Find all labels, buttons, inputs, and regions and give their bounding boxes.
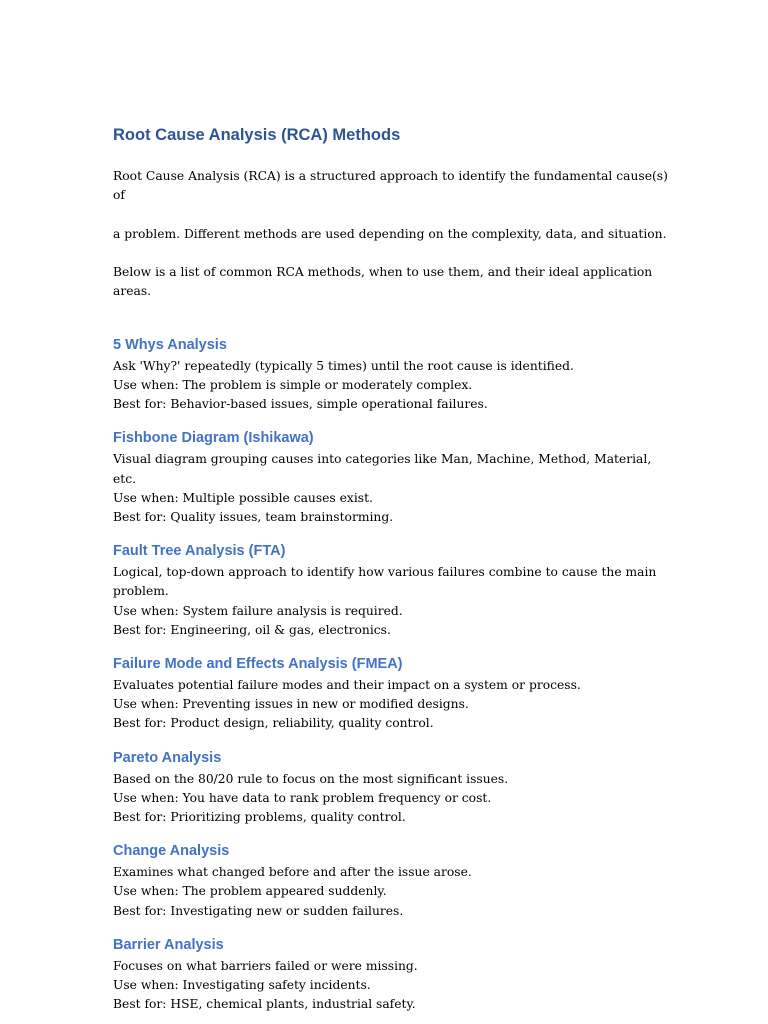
section-line: Use when: The problem is simple or moderately complex. (113, 378, 473, 393)
section-body (113, 957, 673, 1015)
section-line: Ask 'Why?' repeatedly (typically 5 times) until the root cause is identified. (113, 358, 574, 373)
section-body (113, 450, 673, 527)
section-fmea (113, 654, 673, 734)
section-line: Use when: Investigating safety incidents. (113, 978, 371, 993)
section-change-analysis (113, 841, 673, 921)
section-barrier-analysis (113, 935, 673, 1015)
section-line: Best for: Prioritizing problems, quality control. (113, 810, 406, 825)
section-heading: Fishbone Diagram (Ishikawa) (113, 430, 314, 447)
document-title: Root Cause Analysis (RCA) Methods (113, 126, 401, 144)
section-line: Best for: Quality issues, team brainstorming. (113, 510, 394, 525)
document-content (113, 124, 673, 1015)
intro-line: Root Cause Analysis (RCA) is a structured approach to identify the fundamental cause(s) of (113, 169, 668, 203)
section-fault-tree (113, 541, 673, 640)
section-line: Use when: Preventing issues in new or modified designs. (113, 697, 469, 712)
section-body (113, 676, 673, 734)
section-line: Use when: The problem appeared suddenly. (113, 884, 387, 899)
section-line: Use when: Multiple possible causes exist. (113, 490, 373, 505)
intro-line: a problem. Different methods are used depending on the complexity, data, and situation. (113, 226, 667, 241)
section-line: Best for: Investigating new or sudden failures. (113, 903, 404, 918)
section-line: problem. (113, 584, 169, 599)
section-heading: Failure Mode and Effects Analysis (FMEA) (113, 656, 403, 673)
section-line: Best for: Engineering, oil & gas, electronics. (113, 622, 391, 637)
section-line: Logical, top-down approach to identify how various failures combine to cause the main (113, 565, 657, 580)
section-line: Examines what changed before and after the issue arose. (113, 865, 472, 880)
section-pareto (113, 748, 673, 828)
section-line: Use when: System failure analysis is required. (113, 603, 403, 618)
section-line: Best for: HSE, chemical plants, industrial safety. (113, 997, 416, 1012)
intro-paragraph (113, 148, 673, 321)
section-heading: Change Analysis (113, 843, 230, 860)
section-line: Based on the 80/20 rule to focus on the most significant issues. (113, 771, 509, 786)
section-body (113, 770, 673, 828)
section-line: Focuses on what barriers failed or were missing. (113, 958, 418, 973)
section-body (113, 563, 673, 640)
section-heading: Barrier Analysis (113, 936, 224, 953)
section-line: Best for: Behavior-based issues, simple operational failures. (113, 397, 488, 412)
section-heading: 5 Whys Analysis (113, 336, 227, 353)
section-line: Evaluates potential failure modes and their impact on a system or process. (113, 678, 581, 693)
intro-line: Below is a list of common RCA methods, when to use them, and their ideal application areas. (113, 265, 653, 299)
section-line: Visual diagram grouping causes into categories like Man, Machine, Method, Material, etc. (113, 452, 652, 486)
section-heading: Fault Tree Analysis (FTA) (113, 543, 286, 560)
section-heading: Pareto Analysis (113, 749, 222, 766)
section-5-whys (113, 335, 673, 415)
section-body (113, 357, 673, 415)
section-fishbone (113, 428, 673, 527)
section-line: Use when: You have data to rank problem frequency or cost. (113, 790, 492, 805)
section-line: Best for: Product design, reliability, quality control. (113, 716, 434, 731)
section-body (113, 863, 673, 921)
